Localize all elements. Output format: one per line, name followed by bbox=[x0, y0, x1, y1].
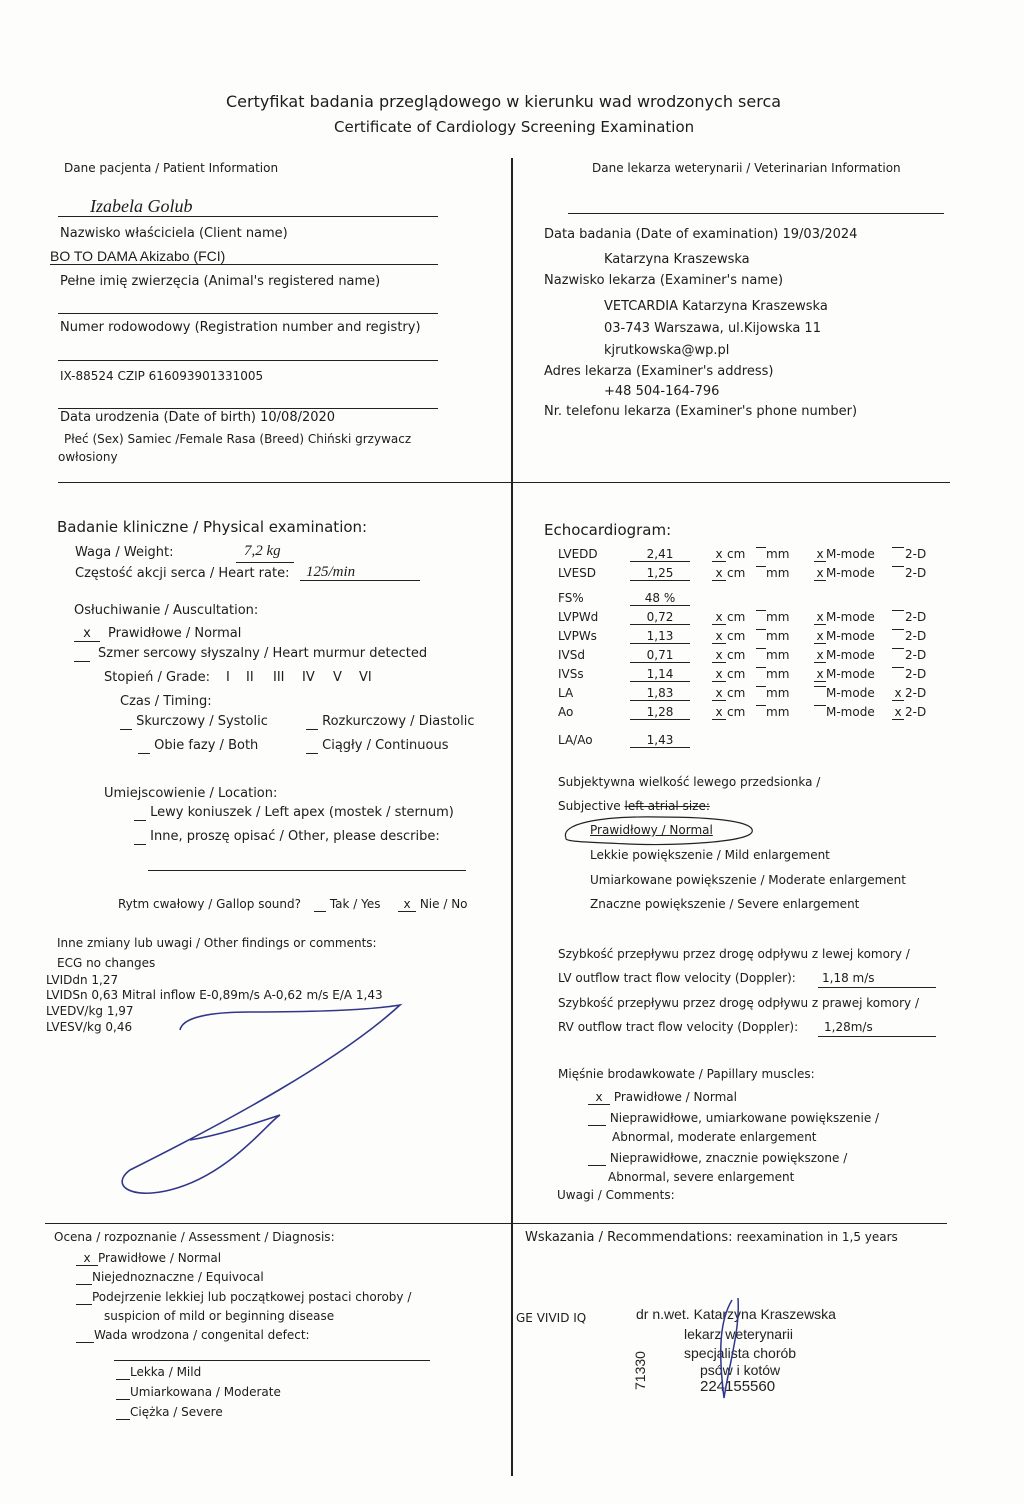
grade-V[interactable]: V bbox=[333, 670, 342, 685]
echo-mmode-unit: M-mode bbox=[826, 667, 875, 681]
echo-mm-unit: mm bbox=[766, 667, 790, 681]
murmur-checkbox[interactable] bbox=[74, 646, 90, 662]
assessment-suspicion-label-2: suspicion of mild or beginning disease bbox=[104, 1309, 335, 1323]
examiner-name-label: Nazwisko lekarza (Examiner's name) bbox=[544, 273, 784, 288]
sex-breed-line-1: Płeć (Sex) Samiec /Female Rasa (Breed) Chiński grzywacz bbox=[64, 432, 412, 446]
assessment-equivocal-option[interactable] bbox=[76, 1270, 264, 1285]
echo-cm-unit: cm bbox=[727, 648, 746, 662]
left-apex-option[interactable] bbox=[134, 805, 454, 821]
continuous-option[interactable] bbox=[306, 738, 449, 754]
papillary-comments: Uwagi / Comments: bbox=[557, 1188, 675, 1202]
echo-param-value: 1,28 bbox=[630, 705, 690, 720]
echo-mmode-unit: M-mode bbox=[826, 686, 875, 700]
echo-2d-mark[interactable] bbox=[892, 648, 904, 649]
diastolic-option[interactable] bbox=[306, 714, 474, 730]
registration-value: IX-88524 CZIP 616093901331005 bbox=[60, 369, 264, 383]
echo-param-name: IVSs bbox=[558, 667, 584, 681]
grade-IV[interactable]: IV bbox=[302, 670, 315, 685]
normal-mark: x bbox=[74, 626, 100, 642]
echo-mmode-mark[interactable] bbox=[814, 705, 826, 706]
echo-cm-unit: cm bbox=[727, 610, 746, 624]
lv-outflow-label-en: LV outflow tract flow velocity (Doppler): bbox=[558, 971, 796, 985]
address-line-1: VETCARDIA Katarzyna Kraszewska bbox=[604, 299, 828, 314]
assessment-normal-option[interactable] bbox=[76, 1251, 221, 1266]
client-name-label: Nazwisko właściciela (Client name) bbox=[60, 226, 288, 241]
device-label: GE VIVID IQ bbox=[516, 1311, 587, 1325]
grade-label: Stopień / Grade: bbox=[104, 670, 211, 685]
defect-line bbox=[114, 1360, 430, 1361]
echo-param-name: LVPWs bbox=[558, 629, 597, 643]
echo-mmode-unit: M-mode bbox=[826, 547, 875, 561]
defect-moderate-option[interactable] bbox=[116, 1385, 281, 1400]
echo-mmode-mark[interactable]: x bbox=[814, 566, 826, 581]
echo-param-value: 2,41 bbox=[630, 547, 690, 562]
other-location-label: Inne, proszę opisać / Other, please describe: bbox=[150, 829, 440, 844]
echo-param-name: LVPWd bbox=[558, 610, 599, 624]
echo-2d-unit: 2-D bbox=[905, 629, 927, 643]
echo-param-value: 1,13 bbox=[630, 629, 690, 644]
timing-label: Czas / Timing: bbox=[120, 694, 212, 709]
title-pl: Certyfikat badania przeglądowego w kierunku wad wrodzonych serca bbox=[226, 92, 782, 111]
heart-rate-underline bbox=[300, 580, 420, 581]
stamp-line-5: 224155560 bbox=[700, 1378, 776, 1395]
papillary-normal-mark: x bbox=[588, 1090, 610, 1105]
defect-moderate-label: Umiarkowana / Moderate bbox=[130, 1385, 281, 1399]
address-label: Adres lekarza (Examiner's address) bbox=[544, 364, 774, 379]
echo-mmode-mark[interactable]: x bbox=[814, 648, 826, 663]
animal-name-line bbox=[50, 264, 438, 265]
gallop-yes-label: Tak / Yes bbox=[329, 897, 381, 911]
assessment-suspicion-label: Podejrzenie lekkiej lub początkowej postaci choroby / bbox=[92, 1290, 412, 1304]
left-apex-label: Lewy koniuszek / Left apex (mostek / sternum) bbox=[150, 805, 454, 820]
papillary-moderate-label-2: Abnormal, moderate enlargement bbox=[612, 1130, 817, 1144]
echo-cm-mark[interactable]: x bbox=[712, 610, 726, 625]
echo-mm-unit: mm bbox=[766, 566, 790, 580]
murmur-label: Szmer sercowy słyszalny / Heart murmur detected bbox=[98, 646, 428, 661]
normal-label: Prawidłowe / Normal bbox=[108, 626, 242, 641]
client-name-value: Izabela Golub bbox=[90, 196, 193, 216]
echo-2d-mark[interactable] bbox=[892, 547, 904, 548]
echo-param-name: FS% bbox=[558, 591, 584, 605]
grade-III[interactable]: III bbox=[273, 670, 285, 685]
echo-mm-mark[interactable] bbox=[756, 547, 766, 548]
physical-header: Badanie kliniczne / Physical examination: bbox=[57, 518, 368, 536]
echo-cm-mark[interactable]: x bbox=[712, 566, 726, 581]
echo-cm-unit: cm bbox=[727, 629, 746, 643]
papillary-normal-label: Prawidłowe / Normal bbox=[613, 1090, 737, 1104]
atrial-moderate[interactable]: Umiarkowane powiększenie / Moderate enlargement bbox=[590, 873, 906, 887]
weight-value: 7,2 kg bbox=[244, 543, 281, 559]
recommendations: Wskazania / Recommendations: reexamination in 1,5 years bbox=[525, 1230, 898, 1245]
echo-param-value: 1,83 bbox=[630, 686, 690, 701]
phone-value: +48 504-164-796 bbox=[604, 384, 720, 399]
weight-underline bbox=[236, 562, 294, 563]
vet-header: Dane lekarza weterynarii / Veterinarian Information bbox=[592, 161, 901, 175]
papillary-severe-label-2: Abnormal, severe enlargement bbox=[608, 1170, 795, 1184]
address-line-2: 03-743 Warszawa, ul.Kijowska 11 bbox=[604, 321, 821, 336]
assessment-normal-mark: x bbox=[76, 1251, 98, 1266]
echo-cm-mark[interactable]: x bbox=[712, 705, 726, 720]
echo-param-value: 0,71 bbox=[630, 648, 690, 663]
echo-2d-unit: 2-D bbox=[905, 547, 927, 561]
echo-cm-unit: cm bbox=[727, 705, 746, 719]
stamp-line-3: specjalista chorób bbox=[684, 1345, 797, 1361]
systolic-option[interactable] bbox=[120, 714, 268, 730]
echo-2d-mark[interactable]: x bbox=[892, 705, 904, 720]
echo-mmode-unit: M-mode bbox=[826, 648, 875, 662]
weight-label: Waga / Weight: bbox=[75, 545, 174, 560]
papillary-moderate-label: Nieprawidłowe, umiarkowane powiększenie / bbox=[609, 1111, 880, 1125]
echo-cm-unit: cm bbox=[727, 686, 746, 700]
atrial-label-1: Subjektywna wielkość lewego przedsionka / bbox=[558, 775, 821, 789]
echo-2d-unit: 2-D bbox=[905, 667, 927, 681]
gallop-yes-option[interactable] bbox=[314, 897, 381, 912]
both-option[interactable] bbox=[138, 738, 258, 754]
rv-outflow-label-en: RV outflow tract flow velocity (Doppler): bbox=[558, 1020, 799, 1034]
echo-row bbox=[558, 667, 948, 686]
papillary-severe-label: Nieprawidłowe, znacznie powiększone / bbox=[609, 1151, 848, 1165]
echo-cm-mark[interactable]: x bbox=[712, 629, 726, 644]
assessment-equivocal-label: Niejednoznaczne / Equivocal bbox=[92, 1270, 264, 1284]
papillary-label: Mięśnie brodawkowate / Papillary muscles: bbox=[558, 1067, 815, 1081]
assessment-suspicion-option[interactable] bbox=[76, 1290, 411, 1305]
echo-param-value: 1,25 bbox=[630, 566, 690, 581]
echo-mmode-mark[interactable]: x bbox=[814, 629, 826, 644]
echo-cm-mark[interactable]: x bbox=[712, 686, 726, 701]
rv-outflow-underline bbox=[818, 1036, 936, 1037]
phone-label: Nr. telefonu lekarza (Examiner's phone number) bbox=[544, 404, 858, 419]
assessment-header: Ocena / rozpoznanie / Assessment / Diagnosis: bbox=[54, 1230, 335, 1244]
echo-cm-unit: cm bbox=[727, 566, 746, 580]
gallop-no-label: Nie / No bbox=[419, 897, 468, 911]
echo-param-name: Ao bbox=[558, 705, 574, 719]
echo-2d-mark[interactable]: x bbox=[892, 686, 904, 701]
address-email: kjrutkowska@wp.pl bbox=[604, 343, 730, 358]
echo-mm-unit: mm bbox=[766, 547, 790, 561]
echo-2d-mark[interactable] bbox=[892, 566, 904, 567]
echo-cm-mark[interactable]: x bbox=[712, 648, 726, 663]
defect-severe-label: Ciężka / Severe bbox=[130, 1405, 223, 1419]
both-label: Obie fazy / Both bbox=[154, 738, 259, 753]
echo-param-name: LA bbox=[558, 686, 574, 700]
heart-rate-value: 125/min bbox=[306, 564, 356, 580]
echo-2d-unit: 2-D bbox=[905, 566, 927, 580]
patient-header: Dane pacjenta / Patient Information bbox=[64, 161, 279, 175]
auscultation-label: Osłuchiwanie / Auscultation: bbox=[74, 603, 259, 618]
echo-mm-mark[interactable] bbox=[756, 686, 766, 687]
echo-row bbox=[558, 705, 948, 724]
echo-param-name: IVSd bbox=[558, 648, 585, 662]
other-location-line bbox=[148, 870, 466, 871]
divider-top-sections bbox=[58, 482, 950, 483]
echo-2d-unit: 2-D bbox=[905, 686, 927, 700]
rv-outflow-value: 1,28m/s bbox=[824, 1020, 873, 1034]
assessment-defect-option[interactable] bbox=[76, 1328, 310, 1343]
grade-I[interactable]: I bbox=[226, 670, 230, 685]
heart-rate-label: Częstość akcji serca / Heart rate: bbox=[75, 566, 290, 581]
echo-mm-mark[interactable] bbox=[756, 705, 766, 706]
defect-mild-label: Lekka / Mild bbox=[130, 1365, 202, 1379]
echo-mmode-mark[interactable]: x bbox=[814, 547, 826, 562]
registration-label: Numer rodowodowy (Registration number and registry) bbox=[60, 320, 421, 335]
location-label: Umiejscowienie / Location: bbox=[104, 786, 278, 801]
echo-2d-unit: 2-D bbox=[905, 610, 927, 624]
continuous-label: Ciągły / Continuous bbox=[322, 738, 449, 753]
finding-line-4: LVEDV/kg 1,97 bbox=[46, 1004, 134, 1018]
papillary-moderate-option[interactable] bbox=[588, 1111, 879, 1126]
echo-row bbox=[558, 733, 948, 752]
lv-outflow-underline bbox=[818, 987, 936, 988]
animal-name-label: Pełne imię zwierzęcia (Animal's registered name) bbox=[60, 274, 381, 289]
signature-scribble bbox=[110, 1000, 410, 1200]
echo-2d-mark[interactable] bbox=[892, 629, 904, 630]
echo-mm-unit: mm bbox=[766, 648, 790, 662]
dob-line bbox=[58, 408, 438, 409]
stamp-signature bbox=[700, 1290, 760, 1410]
atrial-label-2: Subjective left atrial size: bbox=[558, 799, 710, 813]
echo-mmode-mark[interactable]: x bbox=[814, 610, 826, 625]
finding-line-1: ECG no changes bbox=[57, 956, 156, 970]
echo-row bbox=[558, 610, 948, 629]
atrial-severe[interactable]: Znaczne powiększenie / Severe enlargement bbox=[590, 897, 860, 911]
echo-mm-unit: mm bbox=[766, 686, 790, 700]
examiner-name-value: Katarzyna Kraszewska bbox=[604, 252, 750, 267]
normal-checkbox[interactable] bbox=[74, 626, 100, 642]
echo-cm-mark[interactable]: x bbox=[712, 667, 726, 682]
defect-mild-option[interactable] bbox=[116, 1365, 201, 1380]
echo-mm-unit: mm bbox=[766, 610, 790, 624]
echo-mm-unit: mm bbox=[766, 705, 790, 719]
echo-row bbox=[558, 547, 948, 566]
echo-mmode-unit: M-mode bbox=[826, 566, 875, 580]
echo-mm-mark[interactable] bbox=[756, 610, 766, 611]
echo-mmode-unit: M-mode bbox=[826, 629, 875, 643]
echo-row bbox=[558, 566, 948, 585]
gallop-no-mark: x bbox=[398, 897, 416, 912]
echo-2d-mark[interactable] bbox=[892, 610, 904, 611]
echo-mmode-mark[interactable] bbox=[814, 686, 826, 687]
echo-mmode-unit: M-mode bbox=[826, 610, 875, 624]
echo-cm-mark[interactable]: x bbox=[712, 547, 726, 562]
lv-outflow-label-pl: Szybkość przepływu przez drogę odpływu z lewej komory / bbox=[558, 947, 910, 961]
stamp-line-2: lekarz weterynarii bbox=[684, 1326, 793, 1342]
registration-line-2 bbox=[58, 360, 438, 361]
grade-II[interactable]: II bbox=[246, 670, 254, 685]
stamp-number: 71330 bbox=[632, 1351, 648, 1390]
echo-mmode-unit: M-mode bbox=[826, 705, 875, 719]
finding-line-2: LVIDdn 1,27 bbox=[46, 973, 119, 987]
echo-mm-mark[interactable] bbox=[756, 667, 766, 668]
echo-mm-unit: mm bbox=[766, 629, 790, 643]
papillary-severe-option[interactable] bbox=[588, 1151, 847, 1166]
echo-2d-unit: 2-D bbox=[905, 705, 927, 719]
finding-line-3: LVIDSn 0,63 Mitral inflow E-0,89m/s A-0,62 m/s E/A 1,43 bbox=[46, 988, 383, 1002]
echo-row bbox=[558, 591, 948, 610]
echo-row bbox=[558, 629, 948, 648]
echo-param-name: LVESD bbox=[558, 566, 597, 580]
echo-mm-mark[interactable] bbox=[756, 566, 766, 567]
client-name-line bbox=[58, 216, 438, 217]
stamp-line-4: psów i kotów bbox=[700, 1362, 781, 1378]
rv-outflow-label-pl: Szybkość przepływu przez drogę odpływu z prawej komory / bbox=[558, 996, 920, 1010]
date-of-birth: Data urodzenia (Date of birth) 10/08/2020 bbox=[60, 410, 336, 425]
divider-bottom-sections bbox=[45, 1223, 947, 1224]
vet-top-line bbox=[568, 213, 944, 214]
echo-mm-mark[interactable] bbox=[756, 648, 766, 649]
echo-param-value: 48 % bbox=[630, 591, 690, 606]
sex-breed-line-2: owłosiony bbox=[58, 450, 118, 464]
echo-mm-mark[interactable] bbox=[756, 629, 766, 630]
gallop-label: Rytm cwałowy / Gallop sound? bbox=[118, 897, 301, 911]
defect-severe-option[interactable] bbox=[116, 1405, 223, 1420]
echo-cm-unit: cm bbox=[727, 547, 746, 561]
echo-cm-unit: cm bbox=[727, 667, 746, 681]
echo-mmode-mark[interactable]: x bbox=[814, 667, 826, 682]
echo-2d-mark[interactable] bbox=[892, 667, 904, 668]
gallop-no-option[interactable] bbox=[398, 897, 468, 912]
title-en: Certificate of Cardiology Screening Examination bbox=[334, 118, 695, 136]
grade-VI[interactable]: VI bbox=[359, 670, 372, 685]
echo-param-value: 1,14 bbox=[630, 667, 690, 682]
echo-row bbox=[558, 686, 948, 705]
center-divider bbox=[511, 158, 513, 1476]
echo-param-value: 0,72 bbox=[630, 610, 690, 625]
finding-line-5: LVESV/kg 0,46 bbox=[46, 1020, 133, 1034]
diastolic-label: Rozkurczowy / Diastolic bbox=[322, 714, 475, 729]
atrial-mild[interactable]: Lekkie powiększenie / Mild enlargement bbox=[590, 848, 830, 862]
findings-label: Inne zmiany lub uwagi / Other findings or comments: bbox=[57, 936, 377, 950]
echo-header: Echocardiogram: bbox=[544, 521, 672, 539]
papillary-normal-option[interactable] bbox=[588, 1090, 737, 1105]
echo-row bbox=[558, 648, 948, 667]
atrial-normal[interactable]: Prawidłowy / Normal bbox=[590, 823, 713, 837]
other-location-option[interactable] bbox=[134, 829, 440, 845]
echo-param-name: LVEDD bbox=[558, 547, 598, 561]
stamp-line-1: dr n.wet. Katarzyna Kraszewska bbox=[636, 1306, 836, 1322]
animal-name-value: BO TO DAMA Akizabo (FCI) bbox=[50, 248, 226, 264]
registration-line-1 bbox=[58, 313, 438, 314]
echo-param-name: LA/Ao bbox=[558, 733, 593, 747]
assessment-normal-label: Prawidłowe / Normal bbox=[98, 1251, 222, 1265]
systolic-label: Skurczowy / Systolic bbox=[136, 714, 268, 729]
exam-date: Data badania (Date of examination) 19/03/2024 bbox=[544, 227, 858, 242]
echo-2d-unit: 2-D bbox=[905, 648, 927, 662]
echo-param-value: 1,43 bbox=[630, 733, 690, 748]
assessment-defect-label: Wada wrodzona / congenital defect: bbox=[94, 1328, 310, 1342]
lv-outflow-value: 1,18 m/s bbox=[822, 971, 875, 985]
